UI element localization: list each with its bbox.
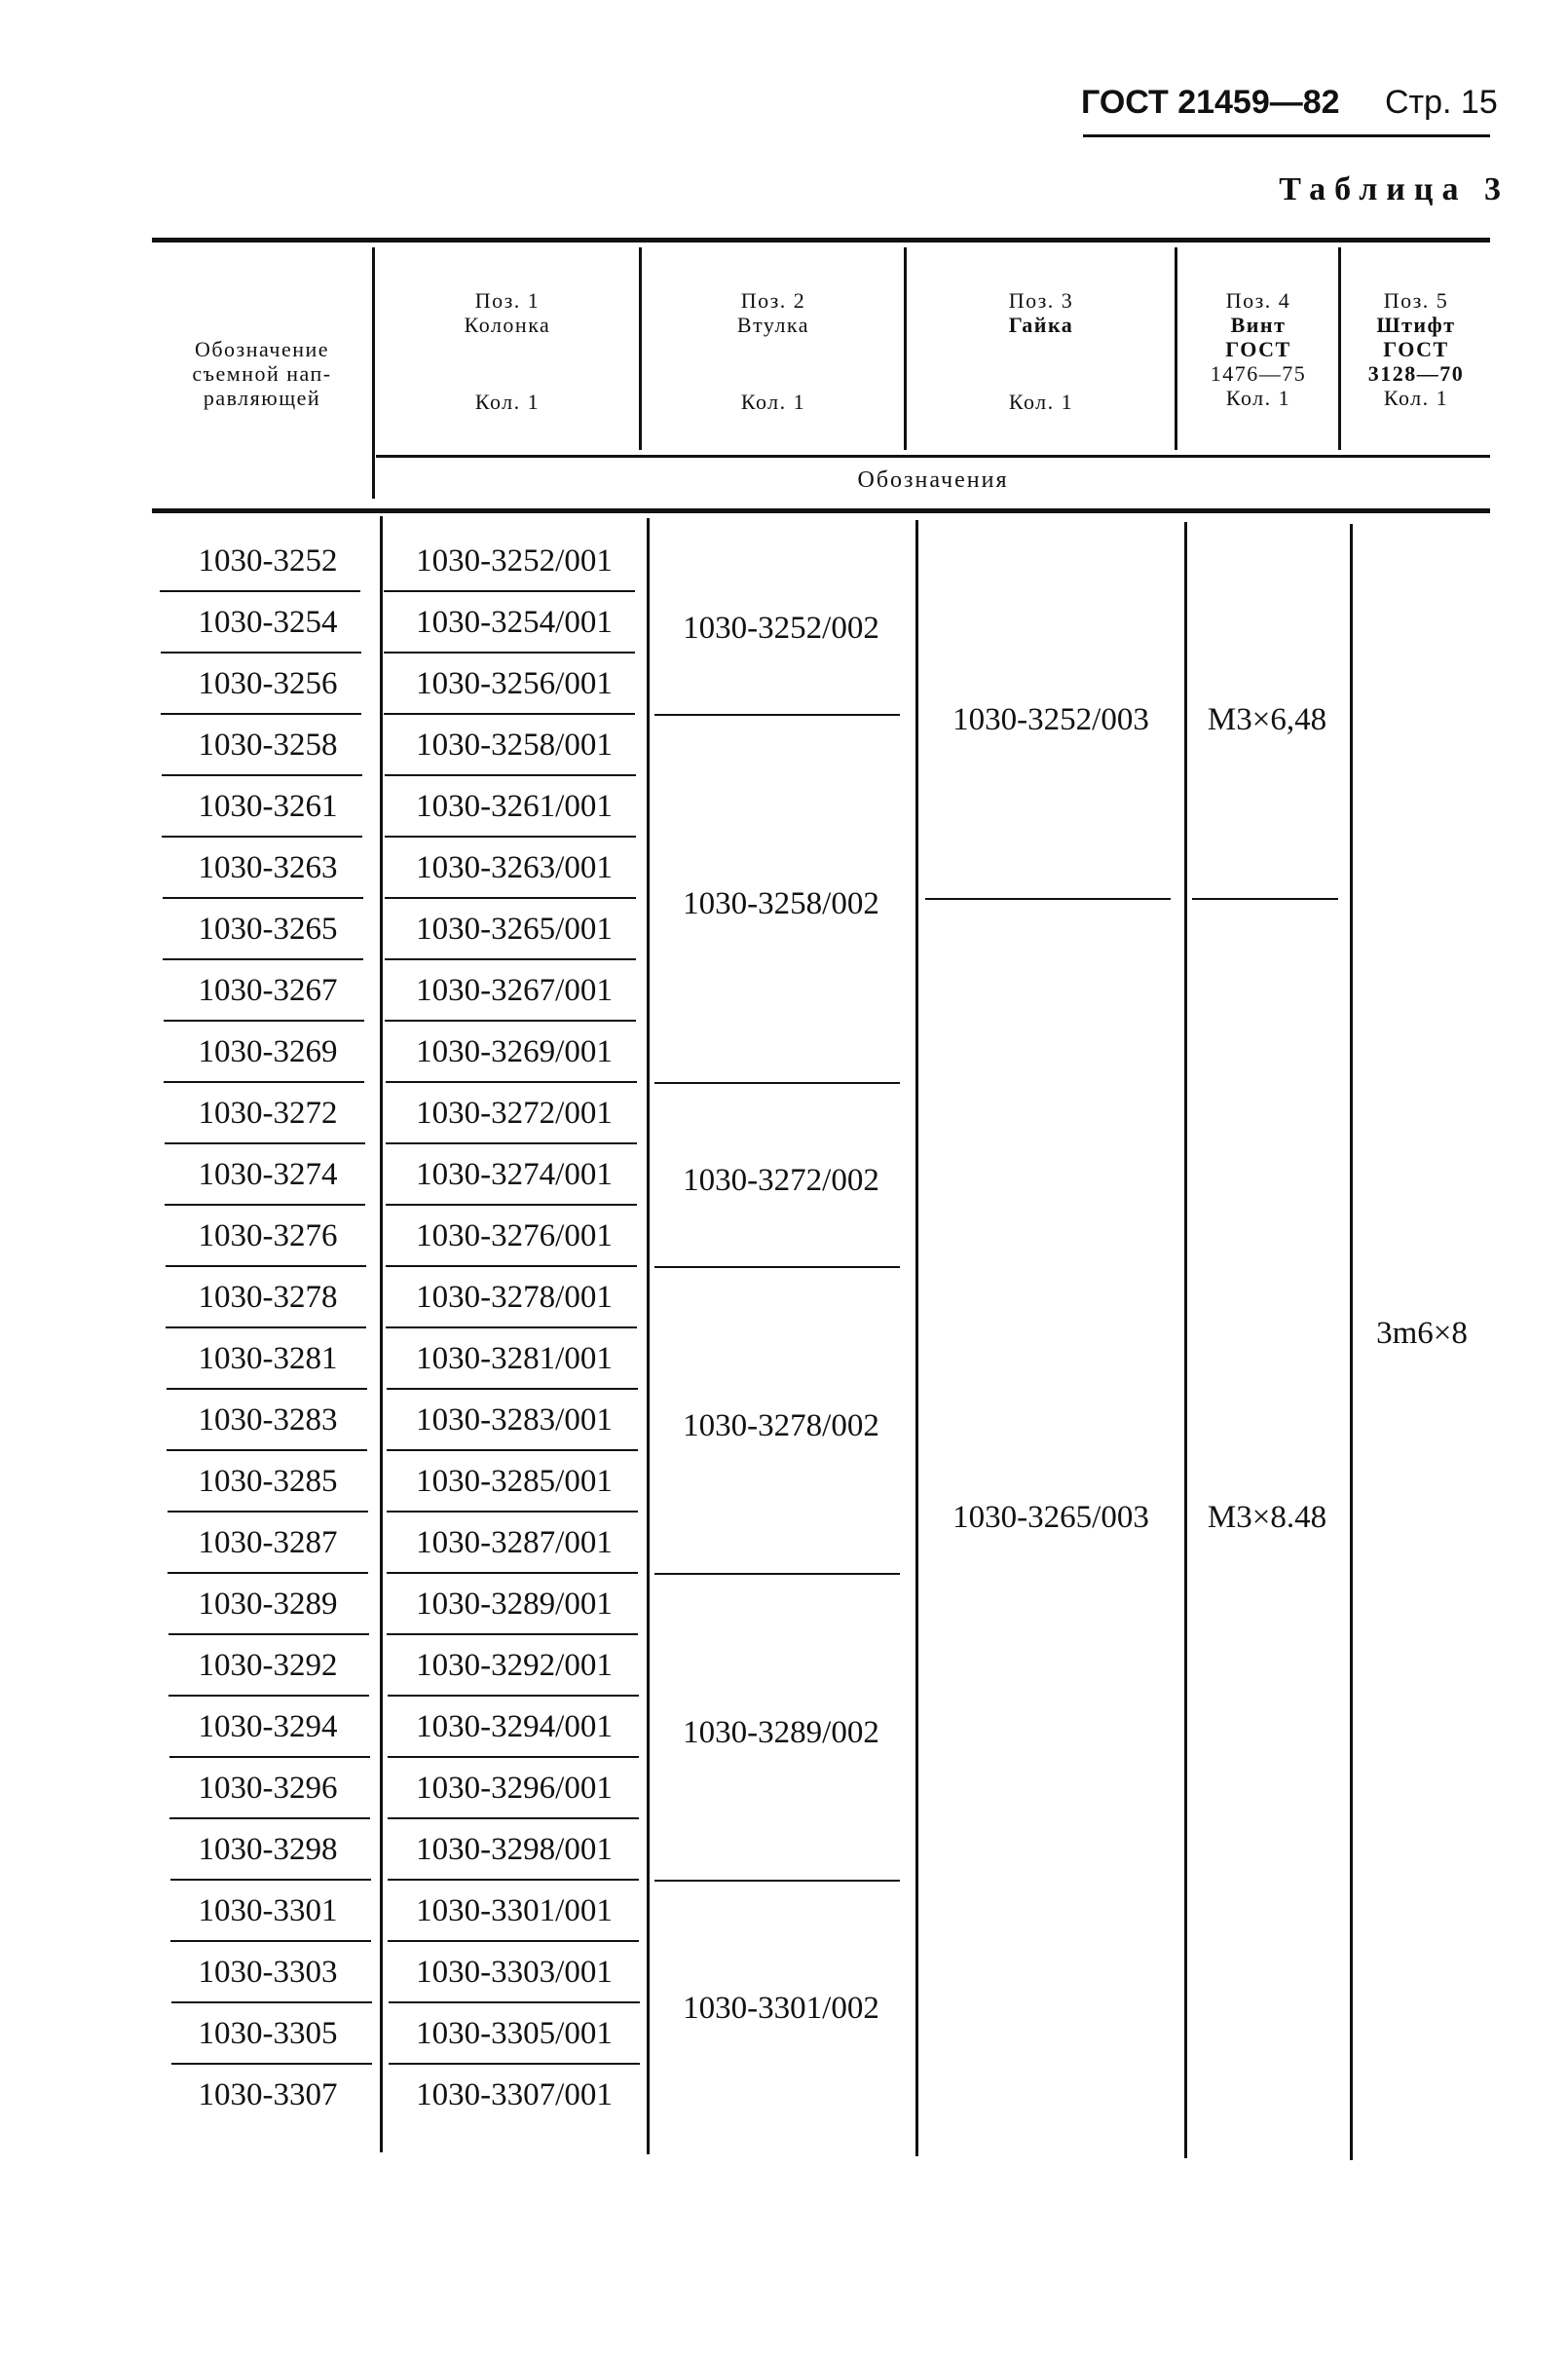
kolonka-row-line [385,897,636,899]
kolonka-cell: 1030-3298/001 [416,1832,613,1867]
kolonka-row-line [387,1633,638,1635]
header-divider-5 [1338,247,1341,450]
kolonka-row-line [384,652,635,654]
header-pos4-line4: 1476—75 [1210,361,1307,386]
header-pos2-line2: Втулка [736,313,810,337]
designation-cell: 1030-3276 [198,1218,338,1253]
header-divider-3 [904,247,907,450]
gaika-cell: 1030-3265/003 [952,1500,1149,1535]
kolonka-cell: 1030-3276/001 [416,1218,613,1253]
designation-row-line [163,897,363,899]
kolonka-cell: 1030-3294/001 [416,1709,613,1744]
kolonka-row-line [385,774,636,776]
vtulka-cell: 1030-3289/002 [683,1714,879,1750]
designation-row-line [161,713,361,715]
header-designation [152,337,372,410]
kolonka-cell: 1030-3267/001 [416,973,613,1008]
designation-cell: 1030-3269 [198,1034,338,1069]
designation-cell: 1030-3283 [198,1402,338,1438]
vtulka-group-line [654,1266,900,1268]
kolonka-cell: 1030-3296/001 [416,1771,613,1806]
kolonka-row-line [387,1511,638,1513]
header-pos3 [908,288,1175,337]
header-pos5 [1342,288,1490,410]
kolonka-row-line [388,1695,639,1697]
designation-cell: 1030-3256 [198,666,338,701]
designation-cell: 1030-3298 [198,1832,338,1867]
designation-row-line [171,2001,372,2003]
kolonka-cell: 1030-3263/001 [416,850,613,885]
designation-cell: 1030-3294 [198,1709,338,1744]
kolonka-row-line [387,1388,638,1390]
designation-row-line [167,1449,367,1451]
header-pos1 [376,288,639,337]
kolonka-row-line [388,1879,639,1881]
header-pos4-qty: Кол. 1 [1225,386,1291,410]
kolonka-row-line [388,1817,639,1819]
col-divider-2 [647,518,650,2154]
standard-number: ГОСТ 21459—82 [1081,84,1340,121]
kolonka-cell: 1030-3278/001 [416,1280,613,1315]
header-pos5-line2: Штифт [1376,313,1456,337]
kolonka-cell: 1030-3258/001 [416,728,613,763]
kolonka-cell: 1030-3252/001 [416,543,613,579]
header-divider-1 [372,247,375,499]
designation-row-line [170,1940,371,1942]
designation-cell: 1030-3301 [198,1893,338,1928]
header-pos1-qty: Кол. 1 [474,390,541,414]
vtulka-cell: 1030-3252/002 [683,610,879,646]
header-pos2-qty: Кол. 1 [740,390,806,414]
header-subheader: Обозначения [857,467,1009,493]
designation-cell: 1030-3296 [198,1771,338,1806]
header-designation-text: Обозначение съемной нап- равляющей [192,337,332,410]
designation-row-line [161,652,361,654]
designation-cell: 1030-3287 [198,1525,338,1560]
kolonka-cell: 1030-3289/001 [416,1587,613,1622]
header-pos4-line3: ГОСТ [1225,337,1291,361]
header-pos3-line1: Поз. 3 [1008,288,1074,313]
kolonka-cell: 1030-3265/001 [416,912,613,947]
designation-row-line [163,958,363,960]
designation-row-line [168,1572,368,1574]
header-pos1-line1: Поз. 1 [474,288,541,313]
designation-row-line [164,1020,364,1022]
kolonka-cell: 1030-3272/001 [416,1096,613,1131]
header-pos5-line1: Поз. 5 [1383,288,1449,313]
designation-cell: 1030-3281 [198,1341,338,1376]
kolonka-row-line [386,1265,637,1267]
designation-row-line [162,774,362,776]
header-pos4-line1: Поз. 4 [1225,288,1291,313]
kolonka-row-line [385,958,636,960]
vtulka-group-line [654,1880,900,1882]
designation-row-line [165,1142,365,1144]
header-pos2 [643,288,904,337]
kolonka-cell: 1030-3281/001 [416,1341,613,1376]
designation-row-line [166,1326,366,1328]
designation-cell: 1030-3252 [198,543,338,579]
vtulka-group-line [654,1082,900,1084]
shtift-cell: 3m6×8 [1376,1316,1468,1351]
gaika-cell: 1030-3252/003 [952,702,1149,737]
kolonka-cell: 1030-3307/001 [416,2077,613,2112]
vint-cell: M3×8.48 [1207,1500,1327,1535]
designation-cell: 1030-3307 [198,2077,338,2112]
designation-row-line [166,1265,366,1267]
kolonka-row-line [388,1756,639,1758]
header-pos5-line4: 3128—70 [1367,361,1465,386]
designation-cell: 1030-3289 [198,1587,338,1622]
kolonka-row-line [386,1326,637,1328]
designation-row-line [162,836,362,838]
header-rule [1083,134,1490,137]
header-pos4 [1178,288,1338,410]
designation-cell: 1030-3278 [198,1280,338,1315]
kolonka-row-line [389,2001,640,2003]
table-top-rule [152,238,1490,243]
designation-cell: 1030-3254 [198,605,338,640]
gaika-group-line [925,898,1171,900]
designation-row-line [168,1633,369,1635]
designation-cell: 1030-3292 [198,1648,338,1683]
kolonka-cell: 1030-3274/001 [416,1157,613,1192]
kolonka-cell: 1030-3269/001 [416,1034,613,1069]
header-pos2-line1: Поз. 2 [740,288,806,313]
kolonka-row-line [387,1572,638,1574]
designation-cell: 1030-3265 [198,912,338,947]
header-pos3-qty: Кол. 1 [1008,390,1074,414]
header-pos1-line2: Колонка [464,313,551,337]
kolonka-cell: 1030-3292/001 [416,1648,613,1683]
subheader-top-rule [376,455,1490,458]
kolonka-cell: 1030-3305/001 [416,2016,613,2051]
vtulka-cell: 1030-3278/002 [683,1407,879,1443]
designation-cell: 1030-3261 [198,789,338,824]
designation-row-line [168,1695,369,1697]
vtulka-group-line [654,714,900,716]
designation-cell: 1030-3305 [198,2016,338,2051]
designation-row-line [168,1511,368,1513]
kolonka-cell: 1030-3256/001 [416,666,613,701]
kolonka-row-line [384,590,635,592]
kolonka-cell: 1030-3301/001 [416,1893,613,1928]
col-divider-3 [915,520,918,2156]
designation-row-line [171,2063,372,2065]
table-header-bottom-rule [152,508,1490,513]
kolonka-cell: 1030-3287/001 [416,1525,613,1560]
designation-row-line [164,1081,364,1083]
vtulka-cell: 1030-3301/002 [683,1991,879,2026]
header-pos4-line2: Винт [1230,313,1287,337]
vint-group-line [1192,898,1338,900]
kolonka-row-line [385,836,636,838]
designation-row-line [160,590,360,592]
designation-row-line [169,1817,370,1819]
designation-cell: 1030-3272 [198,1096,338,1131]
kolonka-row-line [389,2063,640,2065]
vtulka-cell: 1030-3272/002 [683,1162,879,1198]
col-divider-5 [1350,524,1353,2160]
designation-row-line [165,1204,365,1206]
header-pos3-line2: Гайка [1008,313,1074,337]
vtulka-group-line [654,1573,900,1575]
header-divider-2 [639,247,642,450]
header-pos5-line3: ГОСТ [1383,337,1449,361]
designation-cell: 1030-3274 [198,1157,338,1192]
table-title: Таблица 3 [1279,171,1510,207]
header-pos5-qty: Кол. 1 [1383,386,1449,410]
vint-cell: M3×6,48 [1207,702,1327,737]
designation-cell: 1030-3263 [198,850,338,885]
kolonka-row-line [386,1081,637,1083]
kolonka-cell: 1030-3285/001 [416,1464,613,1499]
kolonka-cell: 1030-3283/001 [416,1402,613,1438]
vtulka-cell: 1030-3258/002 [683,886,879,921]
kolonka-cell: 1030-3303/001 [416,1955,613,1990]
header-divider-4 [1175,247,1177,450]
designation-row-line [167,1388,367,1390]
kolonka-row-line [387,1449,638,1451]
kolonka-row-line [386,1204,637,1206]
col-divider-1 [380,516,383,2152]
kolonka-row-line [386,1142,637,1144]
designation-cell: 1030-3267 [198,973,338,1008]
designation-cell: 1030-3285 [198,1464,338,1499]
designation-cell: 1030-3258 [198,728,338,763]
page-number: Стр. 15 [1385,84,1498,121]
col-divider-4 [1184,522,1187,2158]
kolonka-row-line [388,1940,639,1942]
kolonka-row-line [384,713,635,715]
designation-row-line [170,1879,371,1881]
kolonka-cell: 1030-3261/001 [416,789,613,824]
kolonka-row-line [385,1020,636,1022]
designation-row-line [169,1756,370,1758]
kolonka-cell: 1030-3254/001 [416,605,613,640]
designation-cell: 1030-3303 [198,1955,338,1990]
